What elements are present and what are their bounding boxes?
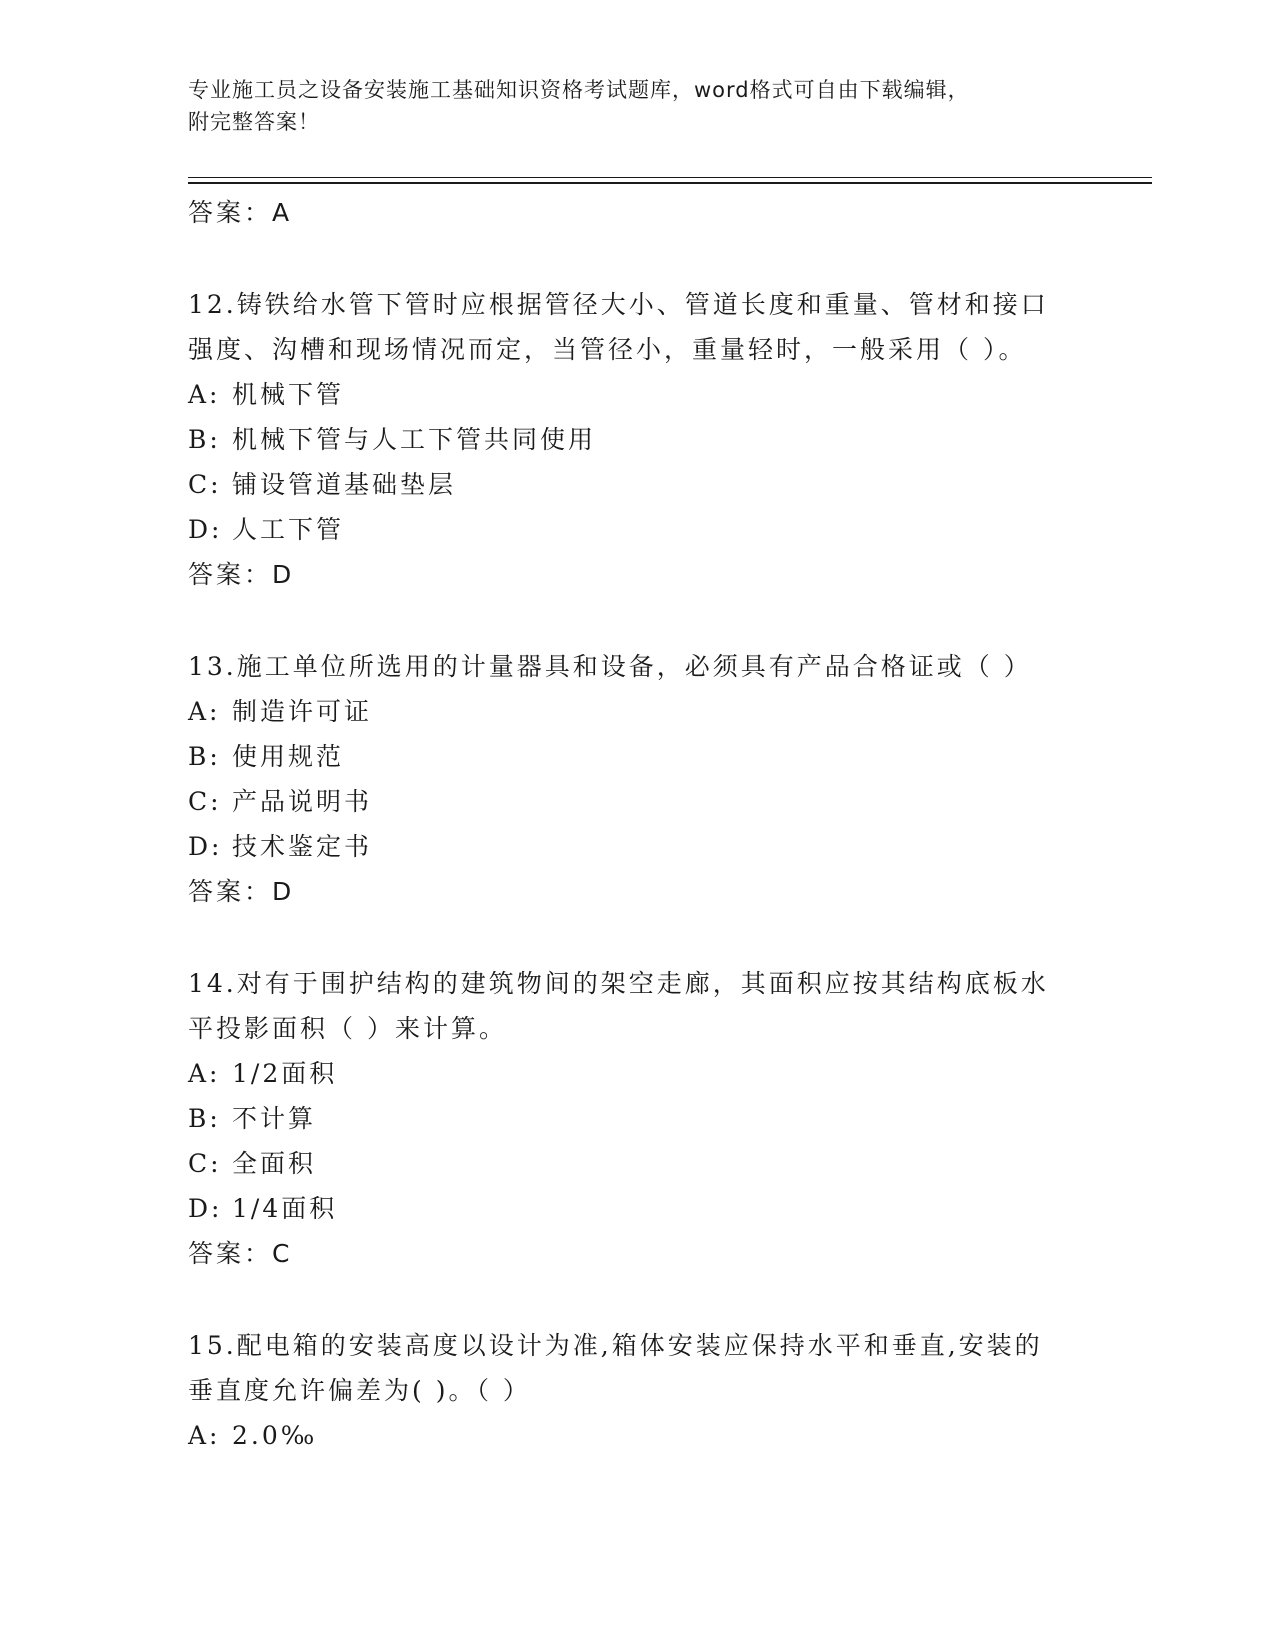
option [188,1096,1088,1141]
option-text: 1/4面积 [232,1194,338,1223]
option-text: 产品说明书 [232,787,373,816]
question-text: 强度、沟槽和现场情况而定，当管径小，重量轻时，一般采用（ ）。 [188,335,1027,364]
question-text: 13.施工单位所选用的计量器具和设备，必须具有产品合格证或（ ） [188,652,1032,681]
answer-text: 答案：D [188,560,295,589]
option-letter: A: [188,697,221,726]
option-letter: A: [188,1421,221,1450]
header-rule-thick [188,182,1152,184]
option [188,462,1088,507]
question-block [188,961,1088,1276]
option-text: 铺设管道基础垫层 [232,470,457,499]
option [188,1051,1088,1096]
question-block [188,282,1088,597]
option-letter: B: [188,742,221,771]
option-letter: D: [188,515,223,544]
option-letter: C: [188,787,222,816]
option [188,689,1088,734]
question-list [188,190,1088,1458]
question-block [188,644,1088,914]
option-text: 技术鉴定书 [232,832,373,861]
option-letter: B: [188,1104,221,1133]
option [188,372,1088,417]
question-text: 14.对有于围护结构的建筑物间的架空走廊，其面积应按其结构底板水 [188,969,1049,998]
header-line-2: 附完整答案！ [188,110,320,134]
option-text: 机械下管 [232,380,345,409]
option-text: 使用规范 [232,742,345,771]
option-text: 人工下管 [232,515,345,544]
option-letter: B: [188,425,221,454]
option [188,417,1088,462]
option-text: 1/2面积 [232,1059,338,1088]
option [188,1413,1088,1458]
option-letter: D: [188,1194,223,1223]
option [188,1186,1088,1231]
question-block [188,1323,1088,1458]
option-text: 不计算 [232,1104,317,1133]
option-text: 机械下管与人工下管共同使用 [232,425,597,454]
option [188,1141,1088,1186]
option-letter: A: [188,1059,221,1088]
answer-text: 答案：A [188,198,293,227]
option-letter: A: [188,380,221,409]
question-text: 12.铸铁给水管下管时应根据管径大小、管道长度和重量、管材和接口 [188,290,1049,319]
option [188,734,1088,779]
answer-text: 答案：D [188,877,295,906]
header-rule-thin [188,177,1152,178]
option [188,779,1088,824]
question-text: 平投影面积（ ）来计算。 [188,1014,507,1043]
answer-text: 答案：C [188,1239,293,1268]
option-text: 制造许可证 [232,697,373,726]
option-text: 2.0‰ [232,1421,318,1450]
question-text: 垂直度允许偏差为( )。（ ） [188,1376,531,1405]
option-letter: C: [188,470,222,499]
option-letter: D: [188,832,223,861]
header-line-1: 专业施工员之设备安装施工基础知识资格考试题库，word格式可自由下载编辑， [188,78,970,102]
option [188,507,1088,552]
option-letter: C: [188,1149,222,1178]
option [188,824,1088,869]
option-text: 全面积 [232,1149,317,1178]
document-header [188,74,1088,138]
question-text: 15.配电箱的安装高度以设计为准,箱体安装应保持水平和垂直,安装的 [188,1331,1043,1360]
